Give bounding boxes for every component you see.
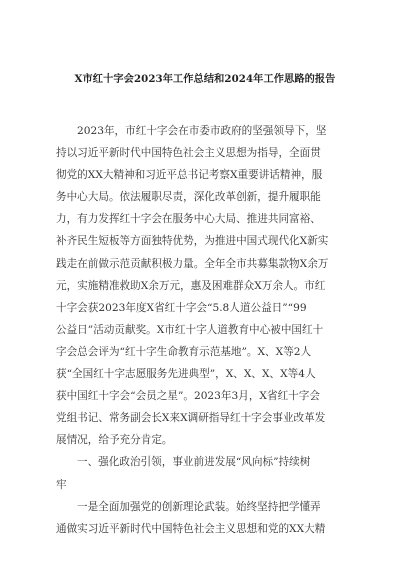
text-line: 获中国红十字会“会员之星”。2023年3月，X省红十字会 [56,390,320,403]
text-line: 党组书记、常务副会长X来X调研指导红十字会事业改革发 [56,412,326,425]
text-line: 2023年，市红十字会在市委市政府的坚强领导下，坚 [77,125,327,137]
text-line: 公益日”活动贡献奖。X市红十字人道教育中心被中国红十 [56,323,324,336]
text-line: 践走在前做示范贡献积极力量。全年全市共募集款物X余万 [56,257,329,270]
text-line: 展情况，给予充分肯定。 [56,434,173,447]
document-body [56,120,356,540]
text-line: 牢 [56,478,67,491]
text-line: 持以习近平新时代中国特色社会主义思想为指导，全面贯 [56,147,321,160]
text-line: 一、强化政治引领，事业前进发展“风向标”持续树 [77,456,311,469]
body-paragraph-summary [56,120,356,451]
text-line: 彻党的XX大精神和习近平总书记考察X重要讲话精神，服 [56,169,323,182]
text-line: 一是全面加强党的创新理论武装。始终坚持把学懂弄 [77,500,321,513]
text-line: 务中心大局。依法履职尽责，深化改革创新，提升履职能 [56,191,321,204]
document-title: X市红十字会2023年工作总结和2024年工作思路的报告 [74,73,336,85]
text-line: 力，有力发挥红十字会在服务中心大局、推进共同富裕、 [56,213,321,226]
text-line: 字会总会评为“红十字生命教育示范基地”。X、X等2人 [56,345,312,358]
text-line: 获“全国红十字志愿服务先进典型”，X、X、X、X等4人 [56,368,316,381]
body-paragraph-theory [56,496,356,540]
text-line: 元，实施精准救助X余万元，惠及困难群众X万余人。市红 [56,279,326,292]
text-line: 补齐民生短板等方面独特优势，为推进中国式现代化X新实 [56,235,329,248]
text-line: 通做实习近平新时代中国特色社会主义思想和党的XX大精 [56,522,326,535]
section-heading-1 [56,451,356,495]
text-line: 十字会获2023年度X省红十字会“5.8人道公益日”“99 [56,301,307,314]
